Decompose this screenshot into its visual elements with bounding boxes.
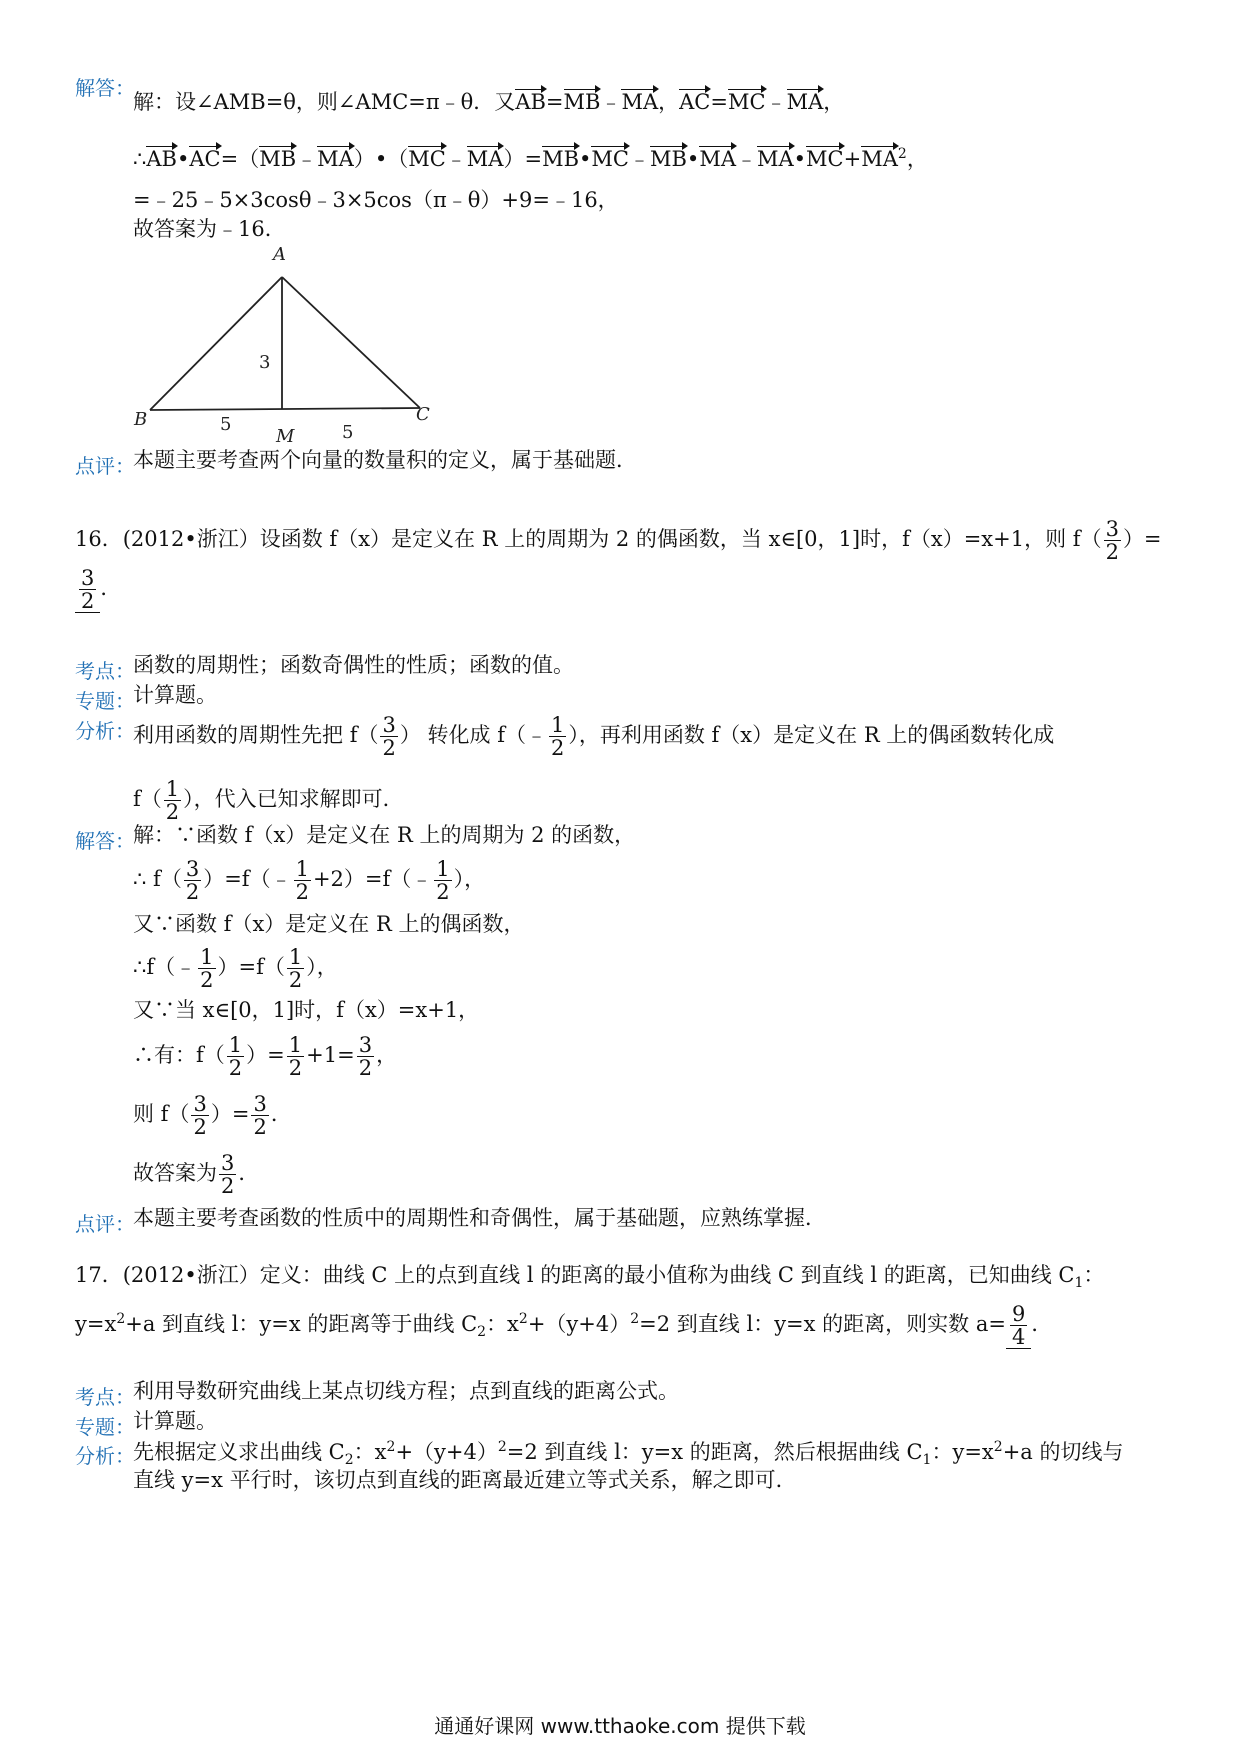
q16-solution-8: 故答案为 $\frac{3}{2}$ ．	[133, 1151, 260, 1199]
q16-solution-1: 解：∵函数 f（x）是定义在 R 上的周期为 2 的函数，	[133, 823, 636, 847]
q16-solution-6: ∴有：f（ $\frac{1}{2}$ ）= $\frac{1}{2}$ +1= $\frac{3}{2}$ ，	[133, 1033, 398, 1081]
q17-analysis-line-2: 直线 y=x 平行时，该切点到直线的距离最近建立等式关系，解之即可．	[133, 1468, 797, 1492]
answer-label-2: 解答：	[75, 829, 135, 853]
q17-analysis-line-1: 先根据定义求出曲线 $C_2$：$x^2+(y+4)^2=2$ 到直线 l：y=x 的距离，然后根据曲线 $C_1$：$y=x^2+a$ 的切线与	[133, 1439, 1124, 1469]
q17-category: 计算题。	[133, 1409, 217, 1433]
side-ab	[150, 277, 282, 410]
q16-solution-4: ∴f（﹣ $\frac{1}{2}$ ）=f（ $\frac{1}{2}$ ），	[133, 945, 338, 993]
topic-label: 考点：	[75, 659, 135, 683]
q15-solution-line-3: =﹣25﹣5×3cosθ﹣3×5cos（π﹣θ）+9=﹣16，	[133, 188, 619, 212]
page-footer: 通通好课网 www.tthaoke.com 提供下载	[434, 1714, 806, 1738]
label-height: 3	[259, 352, 271, 373]
side-ac	[282, 277, 420, 408]
comment-label-2: 点评：	[75, 1212, 135, 1236]
topic-label-2: 考点：	[75, 1385, 135, 1409]
q16-analysis-line-2: f（ $\frac{1}{2}$ ），代入已知求解即可．	[133, 777, 404, 825]
q15-solution-line-1: 解：设∠AMB=θ，则∠AMC=π﹣θ．又AB=MB﹣MA，AC=MC﹣MA，	[133, 90, 845, 114]
comment-label: 点评：	[75, 454, 135, 478]
answer-label: 解答：	[75, 76, 135, 100]
side-bc	[150, 408, 420, 410]
q16-solution-2: ∴ f（ $\frac{3}{2}$ ）=f（﹣ $\frac{1}{2}$ +2）=f（﹣ $\frac{1}{2}$ ），	[133, 857, 486, 905]
q15-answer-line: 故答案为﹣16．	[133, 217, 286, 241]
label-c: C	[416, 404, 430, 425]
q17-topic: 利用导数研究曲线上某点切线方程；点到直线的距离公式。	[133, 1379, 679, 1403]
label-b: B	[134, 409, 148, 430]
label-a: A	[273, 244, 286, 265]
q16-solution-5: 又∵当 x∈[0，1]时，f（x）=x+1，	[133, 998, 480, 1022]
analysis-label: 分析：	[75, 719, 135, 743]
q16-category: 计算题。	[133, 683, 217, 707]
label-bm: 5	[220, 414, 232, 435]
q17-stem-line-2: $y=x^2+a$ 到直线 l：y=x 的距离等于曲线 $C_2$：$x^2+(y+4)^2=2$ 到直线 l：y=x 的距离，则实数 a= $\frac{9}{4}$ ．	[75, 1302, 1053, 1350]
q16-solution-3: 又∵函数 f（x）是定义在 R 上的偶函数，	[133, 912, 525, 936]
q16-answer-blank: $\frac{3}{2}$ ．	[75, 567, 121, 613]
q16-comment: 本题主要考查函数的性质中的周期性和奇偶性，属于基础题，应熟练掌握．	[133, 1206, 826, 1230]
q15-comment: 本题主要考查两个向量的数量积的定义，属于基础题．	[133, 448, 637, 472]
label-mc: 5	[342, 422, 354, 443]
category-label: 专题：	[75, 689, 135, 713]
q17-stem-line-1: 17．(2012•浙江）定义：曲线 C 上的点到直线 l 的距离的最小值称为曲线 C 到直线 l 的距离，已知曲线 $C_1$：	[75, 1263, 1105, 1292]
q16-solution-7: 则 f（ $\frac{3}{2}$ ）= $\frac{3}{2}$ ．	[133, 1092, 292, 1140]
category-label-2: 专题：	[75, 1415, 135, 1439]
q16-analysis-line-1: 利用函数的周期性先把 f（ $\frac{3}{2}$ ） 转化成 f（﹣ $\frac{1}{2}$ ），再利用函数 f（x）是定义在 R 上的偶函数转化成	[133, 713, 1055, 761]
q16-stem: 16．(2012•浙江）设函数 f（x）是定义在 R 上的周期为 2 的偶函数，当 x∈[0，1]时，f（x）=x+1，则 f（ $\frac{3}{2}$ ）=	[75, 517, 1162, 565]
q16-topic: 函数的周期性；函数奇偶性的性质；函数的值。	[133, 653, 574, 677]
label-m: M	[276, 426, 295, 447]
q15-solution-line-2: $\therefore AB•AC=(MB﹣MA)•(MC﹣MA)=MB•MC﹣MB•MA﹣MA•MC+MA^2$，	[133, 146, 928, 171]
analysis-label-2: 分析：	[75, 1444, 135, 1468]
